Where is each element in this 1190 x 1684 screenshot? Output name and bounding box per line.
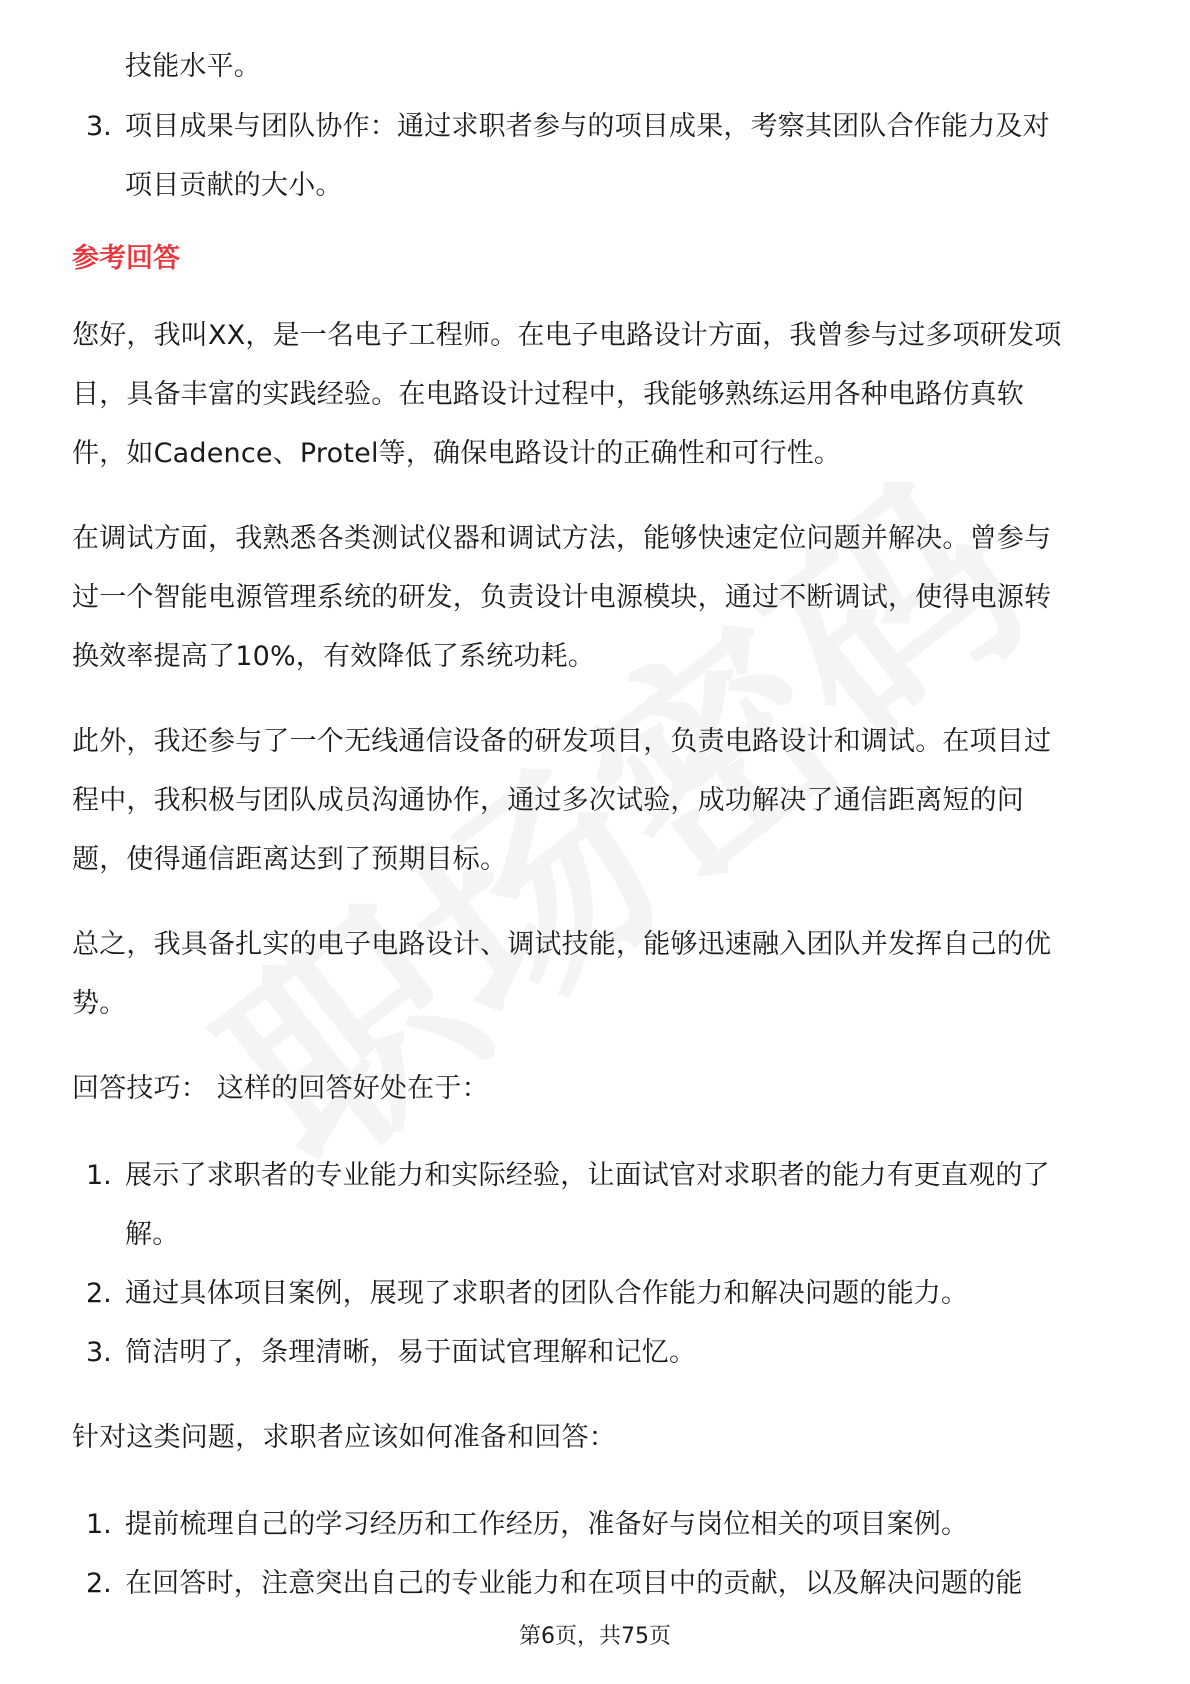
paragraph-line: 目，具备丰富的实践经验。在电路设计过程中，我能够熟练运用各种电路仿真软 [72,379,1024,410]
paragraph-line: 总之，我具备扎实的电子电路设计、调试技能，能够迅速融入团队并发挥自己的优 [72,929,1052,960]
list-item-continuation: 技能水平。 [125,51,261,82]
list-item-line: 项目贡献的大小。 [125,170,343,201]
paragraph-line: 件，如Cadence、Protel等，确保电路设计的正确性和可行性。 [72,438,842,469]
list-item-line: 解。 [125,1219,180,1250]
paragraph-line: 题，使得通信距离达到了预期目标。 [72,844,508,875]
paragraph-line: 势。 [72,988,127,1019]
paragraph-line: 此外，我还参与了一个无线通信设备的研发项目，负责电路设计和调试。在项目过 [72,726,1052,757]
list-item-line: 项目成果与团队协作：通过求职者参与的项目成果，考察其团队合作能力及对 [125,111,1050,142]
paragraph-line: 程中，我积极与团队成员沟通协作，通过多次试验，成功解决了通信距离短的问 [72,785,1024,816]
paragraph-line: 在调试方面，我熟悉各类测试仪器和调试方法，能够快速定位问题并解决。曾参与 [72,523,1052,554]
list-item-line: 提前梳理自己的学习经历和工作经历，准备好与岗位相关的项目案例。 [125,1509,969,1540]
list-number: 2. [86,1278,112,1309]
paragraph-line: 换效率提高了10%，有效降低了系统功耗。 [72,641,596,672]
list-item-line: 展示了求职者的专业能力和实际经验，让面试官对求职者的能力有更直观的了 [125,1160,1050,1191]
paragraph-line: 您好，我叫XX，是一名电子工程师。在电子电路设计方面，我曾参与过多项研发项 [72,320,1062,351]
list-number: 1. [86,1509,112,1540]
page-number: 第6页，共75页 [519,1624,671,1649]
list-item-line: 通过具体项目案例，展现了求职者的团队合作能力和解决问题的能力。 [125,1278,969,1309]
list-number: 2. [86,1568,112,1599]
list-item-line: 在回答时，注意突出自己的专业能力和在项目中的贡献，以及解决问题的能 [125,1568,1023,1599]
tips-intro: 回答技巧： 这样的回答好处在于： [72,1073,489,1104]
list-number: 3. [86,111,112,142]
list-item-line: 简洁明了，条理清晰，易于面试官理解和记忆。 [125,1337,697,1368]
list-number: 3. [86,1337,112,1368]
section-heading: 参考回答 [72,243,180,274]
paragraph-line: 过一个智能电源管理系统的研发，负责设计电源模块，通过不断调试，使得电源转 [72,582,1052,613]
prep-intro: 针对这类问题，求职者应该如何准备和回答： [72,1422,616,1453]
list-number: 1. [86,1160,112,1191]
